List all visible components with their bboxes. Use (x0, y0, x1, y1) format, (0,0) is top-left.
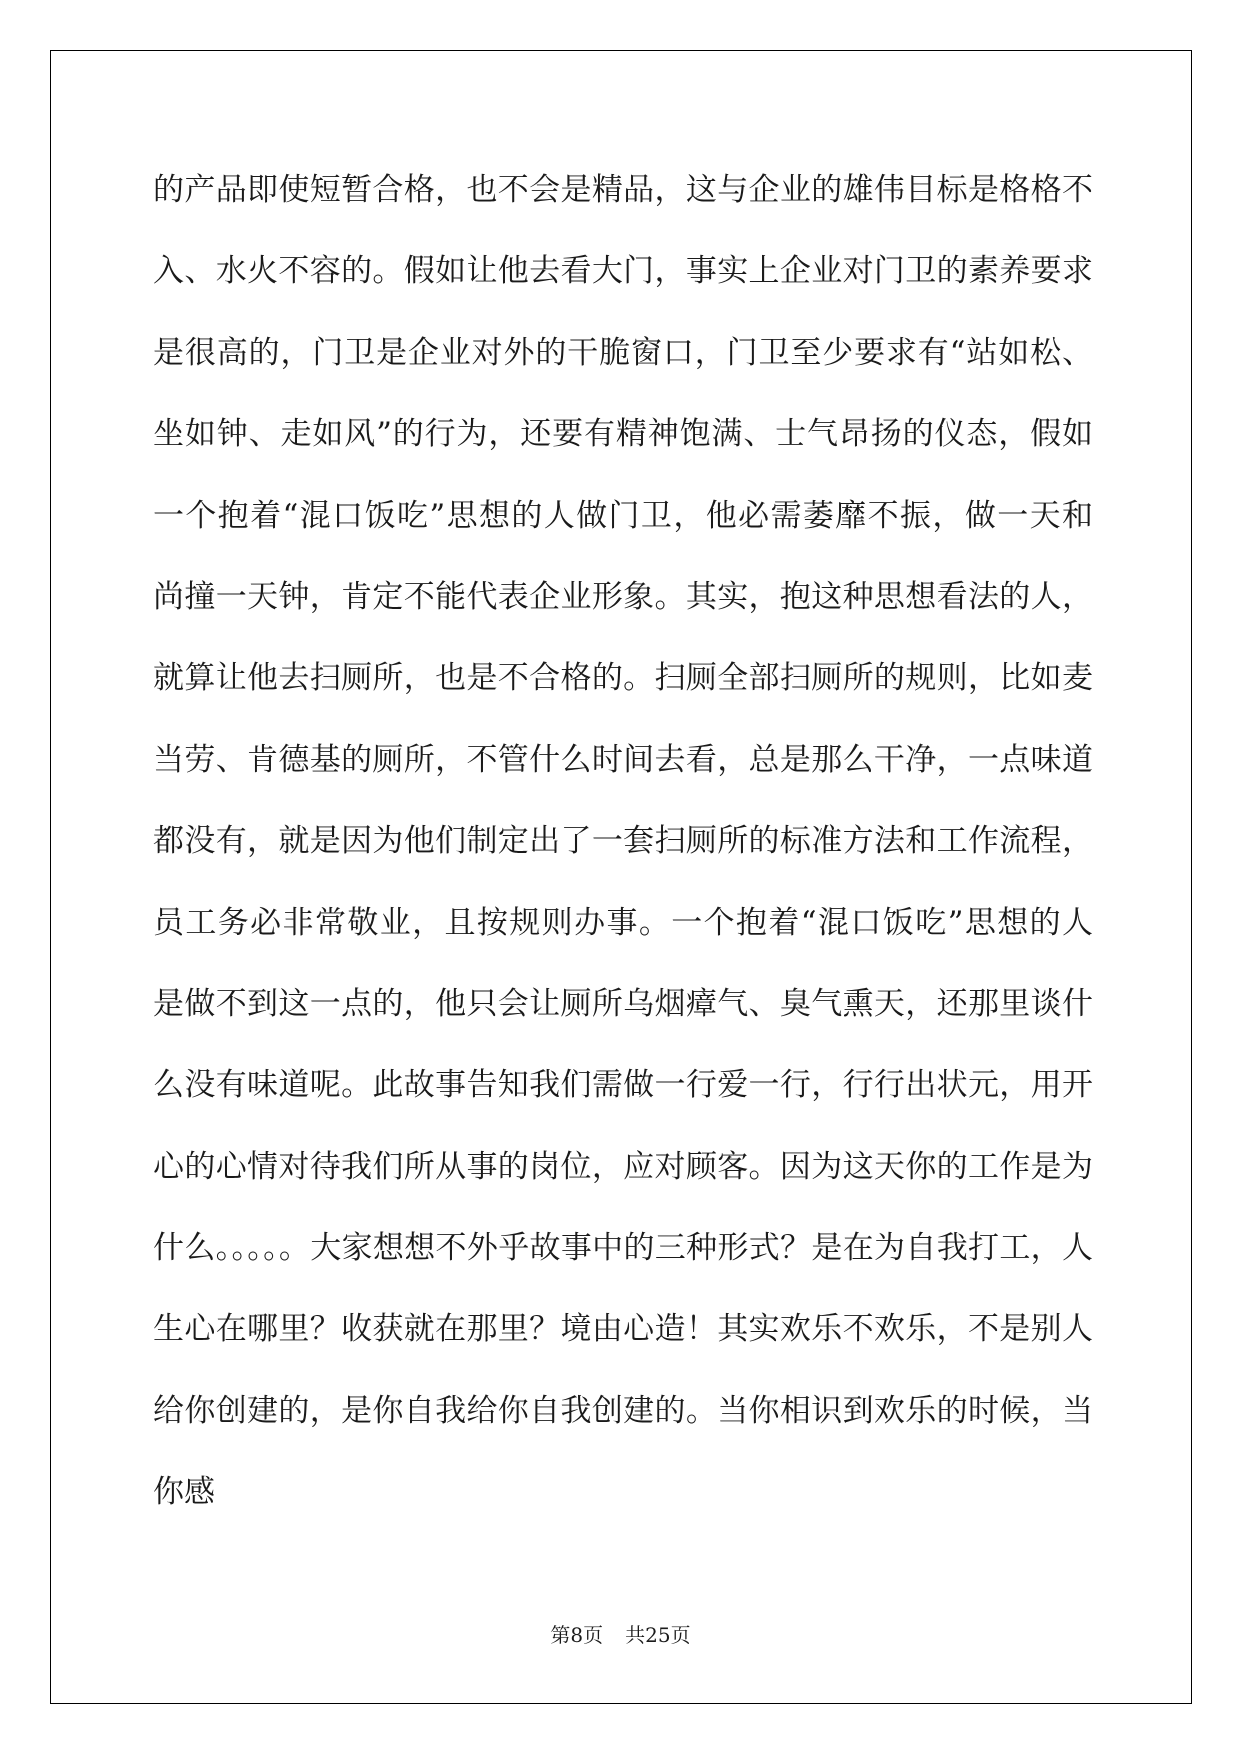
text-line: 生心在哪里？收获就在那里？境由心造！其实欢乐不欢乐，不是别人 (153, 1311, 1093, 1348)
text-line: 尚撞一天钟，肯定不能代表企业形象。其实，抱这种思想看法的人， (153, 578, 1093, 615)
text-line: 就算让他去扫厕所，也是不合格的。扫厕全部扫厕所的规则，比如麦 (153, 660, 1093, 697)
page-number-total: 共25页 (625, 1623, 691, 1647)
text-line: 给你创建的，是你自我给你自我创建的。当你相识到欢乐的时候，当 (153, 1392, 1093, 1429)
text-line: 员工务必非常敬业，且按规则办事。一个抱着“混口饭吃”思想的人 (153, 904, 1093, 941)
text-line: 的产品即使短暂合格，也不会是精品，这与企业的雄伟目标是格格不 (153, 172, 1093, 208)
text-line: 心的心情对待我们所从事的岗位，应对顾客。因为这天你的工作是为 (153, 1148, 1093, 1185)
text-line: 什么。。。。。大家想想不外乎故事中的三种形式？是在为自我打工，人 (153, 1230, 1093, 1267)
text-line: 当劳、肯德基的厕所，不管什么时间去看，总是那么干净，一点味道 (153, 741, 1093, 778)
text-line: 坐如钟、走如风”的行为，还要有精神饱满、士气昂扬的仪态，假如 (153, 416, 1093, 453)
text-line: 入、水火不容的。假如让他去看大门，事实上企业对门卫的素养要求 (153, 253, 1093, 290)
text-line: 都没有，就是因为他们制定出了一套扫厕所的标准方法和工作流程， (153, 823, 1093, 860)
text-line: 一个抱着“混口饭吃”思想的人做门卫，他必需萎靡不振，做一天和 (153, 497, 1093, 534)
text-line: 么没有味道呢。此故事告知我们需做一行爱一行，行行出状元，用开 (153, 1067, 1093, 1104)
text-line: 是很高的，门卫是企业对外的干脆窗口，门卫至少要求有“站如松、 (153, 334, 1093, 371)
text-line: 你感 (153, 1474, 215, 1511)
page-number-current: 第8页 (550, 1623, 604, 1647)
text-line: 是做不到这一点的，他只会让厕所乌烟瘴气、臭气熏天，还那里谈什 (153, 985, 1093, 1022)
page-footer (0, 1621, 1241, 1649)
document-body (153, 160, 1093, 1544)
